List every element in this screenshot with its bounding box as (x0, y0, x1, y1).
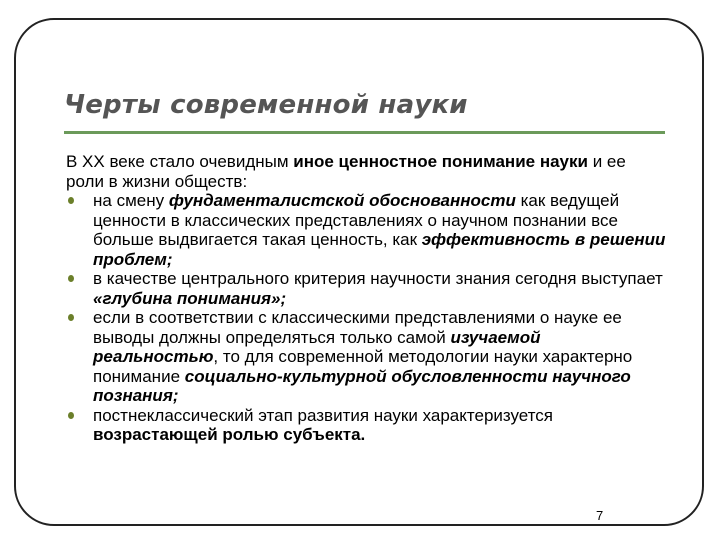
bullet-emphasis: эффективность в решении проблем; (93, 230, 666, 269)
bullet-text: как ведущей ценности в классических представлениях о научном познании все больше выдвигается такая ценность, как (93, 191, 620, 249)
list-item (66, 406, 666, 445)
bullet-emphasis: фундаменталистской обоснованности (168, 191, 516, 210)
bullet-text: , то для современной методологии науки характерно понимание (93, 347, 633, 386)
list-item (66, 191, 666, 269)
intro-text-end: и ее роли в жизни обществ: (66, 152, 626, 191)
bullet-emphasis: социально-культурной обусловленности научного познания; (93, 366, 631, 405)
bullet-dot-icon (68, 412, 74, 419)
list-item (66, 308, 666, 406)
page-number: 7 (596, 508, 604, 523)
bullet-list (66, 191, 666, 445)
intro-text: В XX веке стало очевидным (66, 152, 294, 171)
bullet-dot-icon (68, 314, 74, 321)
bullet-dot-icon (68, 197, 74, 204)
intro-paragraph (66, 152, 666, 191)
bullet-text: в качестве центрального критерия научности знания сегодня выступает (93, 269, 663, 288)
slide-title: Черты современной науки (64, 90, 468, 120)
title-underline (64, 131, 665, 134)
bullet-dot-icon (68, 275, 74, 282)
bullet-bold: возрастающей ролью субъекта. (93, 425, 366, 444)
intro-bold: иное ценностное понимание науки (293, 152, 588, 171)
bullet-emphasis: «глубина понимания»; (93, 288, 287, 308)
bullet-text: если в соответствии с классическими представлениями о науке ее выводы должны определяться только самой (93, 308, 622, 347)
list-item (66, 269, 666, 308)
slide-content (66, 152, 666, 445)
bullet-text: постнеклассический этап развития науки характеризуется (93, 405, 553, 425)
bullet-text: на смену (93, 191, 169, 210)
bullet-emphasis: изучаемой реальностью (93, 327, 541, 366)
